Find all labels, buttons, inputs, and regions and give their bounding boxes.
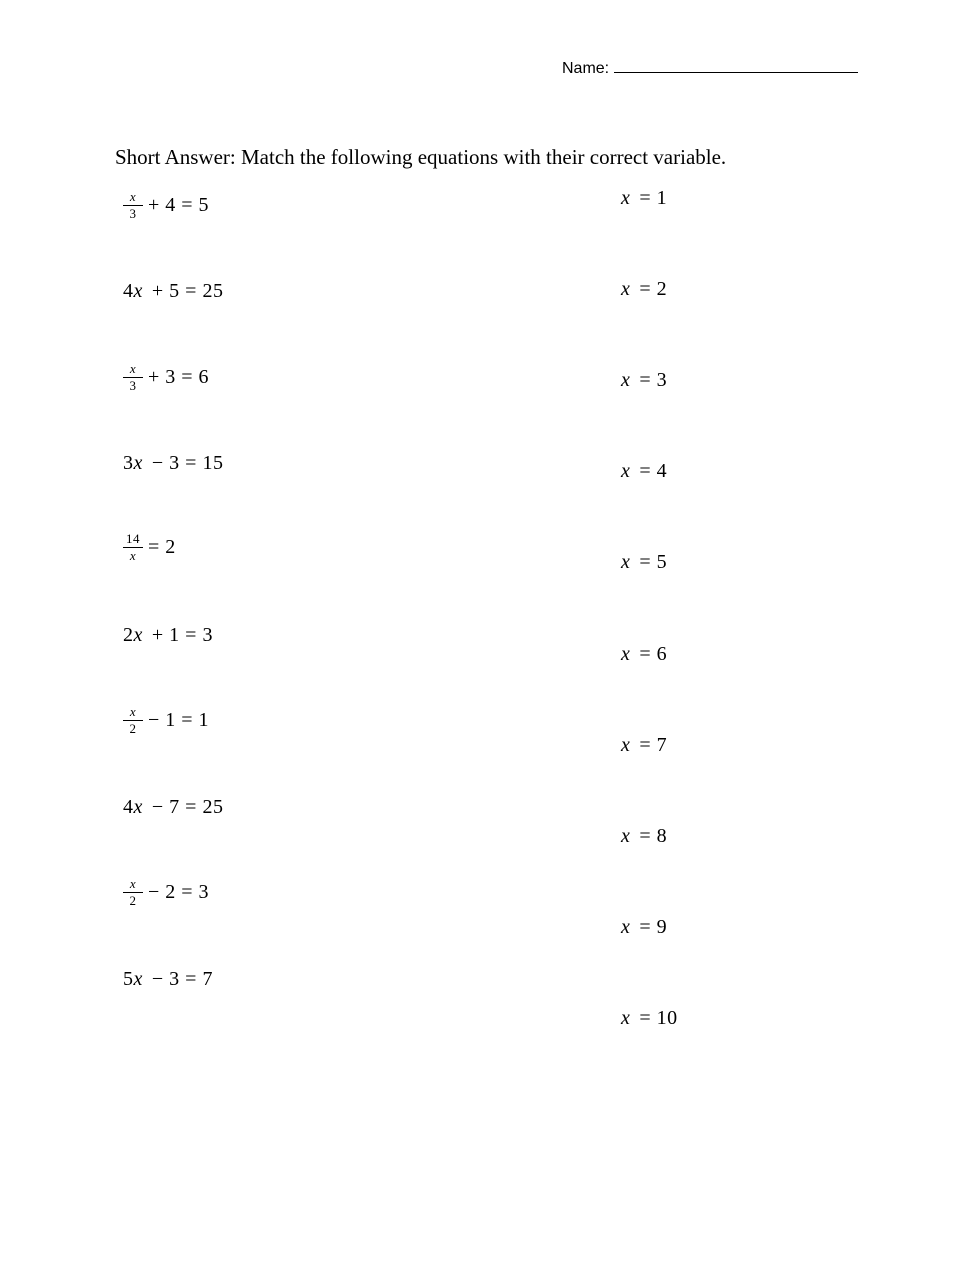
answer-item: x = 1 — [621, 187, 668, 209]
equation-item — [123, 362, 209, 392]
equation-rest: + 5 = 25 — [151, 280, 224, 302]
answer-item: x = 8 — [621, 825, 668, 847]
equation-rest: − 2 = 3 — [148, 880, 210, 903]
equation-coefficient: 4 — [123, 280, 134, 302]
equation-item — [123, 877, 209, 907]
equation-item — [123, 705, 209, 735]
equation-item — [123, 624, 213, 647]
equation-item — [123, 280, 223, 303]
equation-rest: − 3 = 15 — [151, 452, 224, 474]
fraction: $\frac{x}{3}$ — [123, 190, 143, 220]
equation-rest: + 1 = 3 — [151, 624, 213, 646]
equation-item — [123, 796, 223, 819]
equation-coefficient: 4 — [123, 796, 134, 818]
equation-coefficient: 3 — [123, 452, 134, 474]
answer-item: x = 9 — [621, 916, 668, 938]
equation-variable: x — [133, 452, 143, 474]
equation-rest: + 3 = 6 — [148, 365, 210, 388]
answer-item: x = 6 — [621, 643, 668, 665]
answer-item: x = 10 — [621, 1007, 678, 1029]
equation-rest: − 7 = 25 — [151, 796, 224, 818]
fraction: $\frac{x}{2}$ — [123, 877, 143, 907]
equation-variable: x — [133, 796, 143, 818]
fraction: $\frac{x}{3}$ — [123, 362, 143, 392]
equation-item — [123, 452, 223, 475]
answer-item: x = 5 — [621, 551, 668, 573]
name-blank-line[interactable] — [614, 58, 858, 73]
equation-item — [123, 968, 213, 991]
equation-coefficient: 2 — [123, 624, 134, 646]
equation-rest: + 4 = 5 — [148, 193, 210, 216]
equation-rest: − 3 = 7 — [151, 968, 213, 990]
equation-variable: x — [133, 968, 143, 990]
equation-rest: = 2 — [148, 535, 176, 558]
equation-variable: x — [133, 624, 143, 646]
answer-item: x = 3 — [621, 369, 668, 391]
equation-item — [123, 532, 176, 562]
worksheet-instructions: Short Answer: Match the following equations with their correct variable. — [115, 145, 727, 169]
fraction: $\frac{x}{2}$ — [123, 705, 143, 735]
equation-coefficient: 5 — [123, 968, 134, 990]
name-field[interactable] — [562, 58, 858, 78]
answer-item: x = 2 — [621, 278, 668, 300]
equation-rest: − 1 = 1 — [148, 708, 210, 731]
equation-item — [123, 190, 209, 220]
name-label: Name: — [562, 60, 610, 77]
answer-item: x = 4 — [621, 460, 668, 482]
fraction: $\frac{14}{x}$ — [123, 532, 143, 562]
answer-item: x = 7 — [621, 734, 668, 756]
equation-variable: x — [133, 280, 143, 302]
